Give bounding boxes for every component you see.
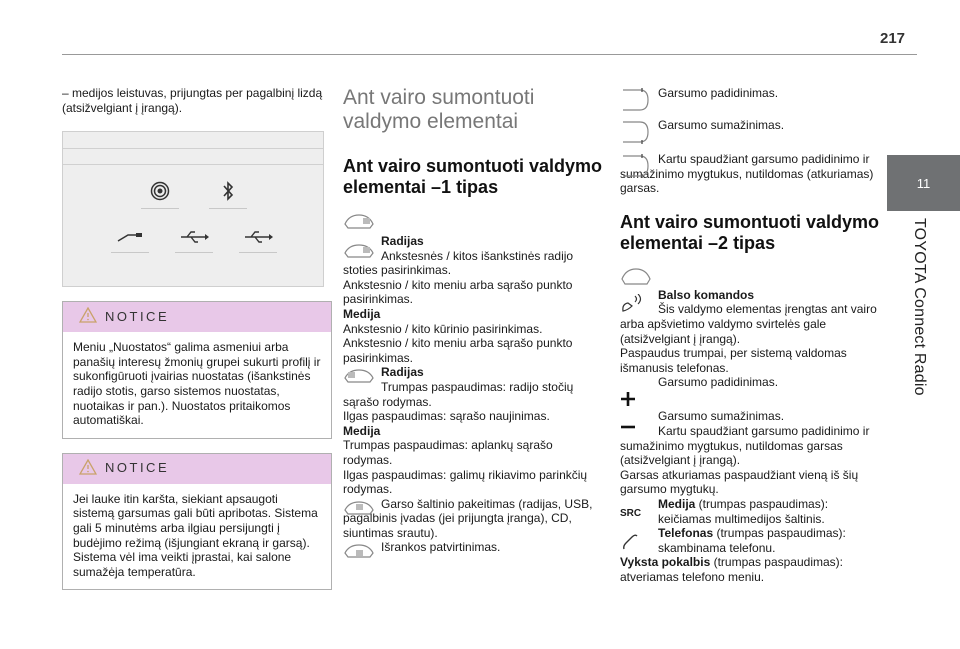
vol-up-item	[620, 86, 884, 116]
heading-type1: Ant vairo sumontuoti valdymo elementai –1 tipas	[343, 156, 603, 197]
steering-control-icon	[343, 242, 375, 262]
warning-icon	[79, 307, 97, 327]
media-desc: Trumpas paspaudimas: aplankų sąrašo rodymas.	[343, 438, 553, 467]
mute-item	[620, 152, 884, 196]
wireless-icon	[143, 180, 177, 202]
call-text: (trumpas paspaudimas): atveriamas telefono meniu.	[620, 555, 843, 584]
column-right	[620, 86, 884, 584]
source-item	[343, 497, 605, 541]
mute-text: Kartu spaudžiant garsumo padidinimo ir sumažinimo mygtukus, nutildomas (atkuriamas) garsas.	[620, 152, 874, 196]
side-label-text: TOYOTA Connect Radio	[911, 218, 928, 396]
media-title: Medija	[343, 423, 381, 438]
radio-item-2	[343, 365, 605, 496]
page-number: 217	[880, 30, 906, 47]
header-rule	[62, 54, 917, 55]
radio-title: Radijas	[381, 365, 424, 380]
notice-text: Jei lauke itin karšta, siekiant apsaugoti sistemą garsumas gali būti apribotas. Sistema gali 5 minutėms arba ilgiau persijungti į budėjimo režimą (išjungiant ekraną ir garsą). Sistema vėl ima veikti įprastai, kai salone sumažėja temperatūra.	[73, 491, 318, 579]
icon-underline	[239, 252, 277, 253]
icon-underline	[111, 252, 149, 253]
vol-down-text: Garsumo sumažinimas.	[658, 118, 785, 132]
media-desc-more: Ankstesnio / kito meniu arba sąrašo punkto pasirinkimas.	[343, 336, 573, 365]
vol-up-text: Garsumo padidinimas.	[658, 86, 779, 100]
radio-desc-more: Ilgas paspaudimas: sąrašo naujinimas.	[343, 409, 550, 424]
heading-type2: Ant vairo sumontuoti valdymo elementai –2 tipas	[620, 211, 880, 253]
vol-down-item	[620, 118, 884, 148]
media-title: Medija	[343, 306, 381, 321]
src-item	[620, 497, 884, 526]
usb-icon	[241, 226, 275, 248]
confirm-item	[343, 540, 605, 555]
plus-icon	[620, 391, 636, 411]
minus-item	[620, 409, 884, 497]
tel-text: (trumpas paspaudimas): skambinama telefonu.	[658, 526, 846, 555]
bluetooth-icon	[211, 180, 245, 202]
plus-text: Garsumo padidinimas.	[658, 375, 779, 390]
src-button-label: SRC	[620, 507, 642, 519]
notice-title: NOTICE	[105, 460, 170, 476]
notice-title: NOTICE	[105, 308, 170, 324]
warning-icon	[79, 459, 97, 479]
screen-bar	[63, 164, 323, 165]
notice-header	[63, 454, 331, 484]
call-title: Vyksta pokalbis	[620, 555, 711, 570]
steering-control-icon	[620, 266, 884, 288]
steering-control-icon	[343, 499, 375, 519]
section-title: Ant vairo sumontuoti valdymo elementai	[343, 86, 535, 133]
notice-header	[63, 302, 331, 332]
radio-desc: Ankstesnės / kitos išankstinės radijo stoties pasirinkimas.	[343, 248, 574, 278]
column-middle	[343, 86, 605, 555]
minus-more2: Garsas atkuriamas paspaudžiant vieną iš šių garsumo mygtukų.	[620, 467, 859, 497]
volume-lever-icon	[620, 118, 652, 150]
minus-more: Kartu spaudžiant garsumo padidinimo ir sumažinimo mygtukus, nutildomas garsas (atsižvelgiant į įrangą).	[620, 423, 870, 468]
src-title: Medija	[658, 496, 696, 511]
volume-lever-icon	[620, 152, 652, 184]
source-desc: Garso šaltinio pakeitimas (radijas, USB, pagalbinis įvadas (jei prijungta įranga), CD, siuntimas srautu).	[343, 496, 593, 540]
phone-icon	[620, 532, 640, 556]
steering-control-icon	[343, 367, 375, 387]
src-text: (trumpas paspaudimas): keičiamas multimedijos šaltinis.	[658, 496, 829, 526]
icon-underline	[141, 208, 179, 209]
icon-underline	[209, 208, 247, 209]
radio-item-1	[343, 234, 605, 365]
radio-desc-more: Ankstesnio / kito meniu arba sąrašo punkto pasirinkimas.	[343, 277, 573, 307]
notice-box-profiles	[62, 301, 332, 439]
volume-lever-icon	[620, 86, 652, 118]
voice-text: Šis valdymo elementas įrengtas ant vairo arba apšvietimo valdymo svirtelės gale (atsižvelgiant į įrangą).	[620, 302, 877, 346]
minus-text: Garsumo sumažinimas.	[658, 409, 785, 424]
connectivity-screen-illustration	[62, 131, 324, 287]
screen-bar	[63, 148, 323, 149]
notice-text: Meniu „Nuostatos“ galima asmeniui arba panašių interesų žmonių grupei sukurti profilį ir sukonfigūruoti įvairias nuostatas (išankstinės radijo stotis, garso sistemos nuostatas, nuotaikas ir pan.). Nuostatos pritaikomos automatiškai.	[73, 340, 321, 428]
usb-icon	[177, 226, 211, 248]
column-left	[62, 86, 332, 590]
minus-icon	[620, 419, 636, 434]
voice-more: Paspaudus trumpai, per sistemą valdomas išmanusis telefonas.	[620, 346, 847, 375]
call-item	[620, 555, 884, 584]
radio-title: Radijas	[381, 234, 424, 248]
steering-control-icon	[343, 212, 605, 232]
plus-item	[620, 375, 884, 405]
icon-underline	[175, 252, 213, 253]
voice-title: Balso komandos	[658, 287, 755, 302]
confirm-desc: Išrankos patvirtinimas.	[381, 540, 501, 555]
aux-cable-icon	[113, 226, 147, 248]
tel-item	[620, 526, 884, 555]
intro-text: – medijos leistuvas, prijungtas per pagalbinį lizdą (atsižvelgiant į įrangą).	[62, 86, 323, 115]
voice-command-icon	[620, 294, 646, 318]
tel-title: Telefonas	[658, 526, 714, 541]
notice-box-heat	[62, 453, 332, 591]
chapter-tab: 11	[887, 155, 960, 211]
radio-desc: Trumpas paspaudimas: radijo stočių sąrašo rodymas.	[343, 379, 574, 409]
media-desc: Ankstesnio / kito kūrinio pasirinkimas.	[343, 321, 543, 336]
media-desc-more: Ilgas paspaudimas: galimų rikiavimo parinkčių rodymas.	[343, 467, 588, 497]
side-label	[910, 218, 940, 588]
voice-item	[620, 288, 884, 376]
steering-control-icon	[343, 542, 375, 562]
